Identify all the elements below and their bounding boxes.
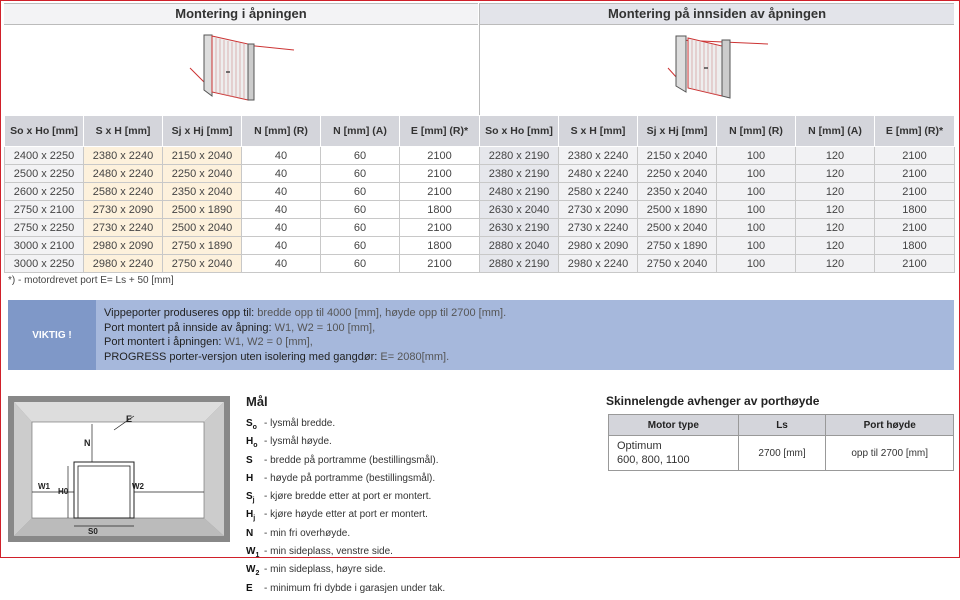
col-header: N [mm] (R) bbox=[242, 116, 321, 147]
label-w1: W1 bbox=[38, 482, 50, 491]
legend-symbol-sub: j bbox=[252, 497, 255, 505]
table-cell: 1800 bbox=[400, 201, 480, 219]
table-cell: 2980 x 2240 bbox=[559, 255, 638, 273]
col-port-height: Port høyde bbox=[826, 415, 954, 436]
table-cell: 2880 x 2040 bbox=[480, 237, 559, 255]
important-box bbox=[8, 300, 954, 370]
legend-symbol-letter: W bbox=[246, 564, 256, 576]
table-cell: 120 bbox=[796, 165, 875, 183]
motor-note: *) - motordrevet port E= Ls + 50 [mm] bbox=[8, 275, 174, 286]
table-cell: 100 bbox=[717, 147, 796, 165]
table-cell: 2750 x 2040 bbox=[638, 255, 717, 273]
table-cell: 2580 x 2240 bbox=[559, 183, 638, 201]
legend-symbol bbox=[246, 472, 264, 490]
col-header: Sj x Hj [mm] bbox=[163, 116, 242, 147]
col-header: So x Ho [mm] bbox=[5, 116, 84, 147]
table-cell: 2750 x 2040 bbox=[163, 255, 242, 273]
important-line-value: bredde opp til 4000 [mm], høyde opp til 2700 [mm]. bbox=[254, 307, 507, 319]
table-cell: 1800 bbox=[875, 201, 955, 219]
table-cell: 2500 x 2040 bbox=[638, 219, 717, 237]
table-cell: 120 bbox=[796, 237, 875, 255]
table-cell: 120 bbox=[796, 255, 875, 273]
legend-symbol-letter: H bbox=[246, 509, 254, 521]
legend-item bbox=[246, 435, 445, 453]
legend-symbol-sub: 2 bbox=[255, 570, 260, 578]
col-header: S x H [mm] bbox=[84, 116, 163, 147]
table-cell: 2250 x 2040 bbox=[638, 165, 717, 183]
legend-text: - kjøre bredde etter at port er montert. bbox=[264, 491, 432, 503]
table-row bbox=[5, 165, 955, 183]
table-cell: 60 bbox=[321, 183, 400, 201]
legend-symbol-letter: N bbox=[246, 527, 254, 539]
table-row bbox=[5, 237, 955, 255]
important-line-label: Port montert i åpningen: bbox=[104, 336, 222, 348]
table-cell: 60 bbox=[321, 237, 400, 255]
table-cell: 2750 x 1890 bbox=[163, 237, 242, 255]
motor-models: 600, 800, 1100 bbox=[617, 454, 690, 466]
table-cell: 120 bbox=[796, 219, 875, 237]
table-cell: 40 bbox=[242, 255, 321, 273]
table-cell: 2750 x 2100 bbox=[5, 201, 84, 219]
legend-symbol bbox=[246, 582, 264, 600]
legend-symbol-letter: S bbox=[246, 491, 253, 503]
table-cell: 2600 x 2250 bbox=[5, 183, 84, 201]
dimensions-legend-title: Mål bbox=[246, 394, 268, 409]
dimensions-legend bbox=[246, 417, 445, 600]
table-cell: 60 bbox=[321, 255, 400, 273]
table-cell: 2100 bbox=[875, 255, 955, 273]
col-header: N [mm] (A) bbox=[321, 116, 400, 147]
table-cell: 2100 bbox=[875, 219, 955, 237]
table-cell: 2400 x 2250 bbox=[5, 147, 84, 165]
col-header: Sj x Hj [mm] bbox=[638, 116, 717, 147]
table-cell: 2150 x 2040 bbox=[638, 147, 717, 165]
table-cell: 40 bbox=[242, 201, 321, 219]
important-line-label: Vippeporter produseres opp til: bbox=[104, 307, 255, 319]
legend-symbol bbox=[246, 435, 264, 453]
table-cell: 2380 x 2190 bbox=[480, 165, 559, 183]
table-cell: 2980 x 2090 bbox=[559, 237, 638, 255]
legend-symbol bbox=[246, 454, 264, 472]
legend-item bbox=[246, 454, 445, 472]
legend-text: - lysmål høyde. bbox=[264, 436, 332, 448]
table-cell: 120 bbox=[796, 201, 875, 219]
table-cell: 2100 bbox=[400, 255, 480, 273]
label-w2: W2 bbox=[132, 482, 144, 491]
table-cell: 2750 x 1890 bbox=[638, 237, 717, 255]
legend-symbol bbox=[246, 563, 264, 581]
table-cell: 40 bbox=[242, 165, 321, 183]
legend-symbol-letter: S bbox=[246, 418, 253, 429]
table-row bbox=[5, 147, 955, 165]
legend-item bbox=[246, 417, 445, 435]
legend-text: - min fri overhøyde. bbox=[264, 527, 351, 539]
table-cell: 40 bbox=[242, 219, 321, 237]
table-cell: 2580 x 2240 bbox=[84, 183, 163, 201]
table-cell: 3000 x 2250 bbox=[5, 255, 84, 273]
important-line-label: Port montert på innside av åpning: bbox=[104, 321, 272, 334]
table-cell: 2100 bbox=[875, 165, 955, 183]
table-cell: 2100 bbox=[400, 183, 480, 201]
table-cell: 2480 x 2240 bbox=[84, 165, 163, 183]
legend-item bbox=[246, 563, 445, 581]
table-cell: 2730 x 2090 bbox=[84, 201, 163, 219]
legend-symbol-letter: E bbox=[246, 582, 253, 594]
table-cell: 3000 x 2100 bbox=[5, 237, 84, 255]
table-header-row bbox=[5, 116, 955, 147]
garage-room-diagram bbox=[8, 396, 230, 542]
legend-symbol-sub: o bbox=[253, 442, 258, 450]
table-cell: 1800 bbox=[875, 237, 955, 255]
table-cell: 40 bbox=[242, 147, 321, 165]
table-row bbox=[609, 436, 954, 471]
important-line bbox=[104, 306, 506, 321]
col-header: E [mm] (R)* bbox=[875, 116, 955, 147]
table-cell: 2880 x 2190 bbox=[480, 255, 559, 273]
table-cell: 2730 x 2240 bbox=[84, 219, 163, 237]
motor-name: Optimum bbox=[617, 440, 662, 452]
legend-symbol-sub: o bbox=[252, 424, 257, 431]
table-cell: 60 bbox=[321, 165, 400, 183]
legend-text: - lysmål bredde. bbox=[264, 418, 336, 429]
legend-symbol bbox=[246, 417, 264, 435]
important-text bbox=[104, 306, 506, 364]
table-cell: 2500 x 1890 bbox=[638, 201, 717, 219]
table-cell: 60 bbox=[321, 201, 400, 219]
table-cell: 2500 x 2040 bbox=[163, 219, 242, 237]
legend-text: - bredde på portramme (bestillingsmål). bbox=[264, 454, 439, 466]
table-cell: 60 bbox=[321, 219, 400, 237]
table-row bbox=[5, 255, 955, 273]
col-header: S x H [mm] bbox=[559, 116, 638, 147]
table-cell: 40 bbox=[242, 237, 321, 255]
table-cell: 2150 x 2040 bbox=[163, 147, 242, 165]
table-cell: 2480 x 2240 bbox=[559, 165, 638, 183]
door-in-opening-diagram bbox=[186, 32, 296, 104]
legend-item bbox=[246, 545, 445, 563]
legend-text: - min sideplass, venstre side. bbox=[264, 546, 393, 558]
col-header: N [mm] (R) bbox=[717, 116, 796, 147]
label-e: E bbox=[126, 414, 133, 424]
table-cell: 2630 x 2190 bbox=[480, 219, 559, 237]
port-height-cell: opp til 2700 [mm] bbox=[826, 436, 954, 471]
table-cell: 60 bbox=[321, 147, 400, 165]
table-cell: 120 bbox=[796, 147, 875, 165]
table-cell: 2980 x 2090 bbox=[84, 237, 163, 255]
table-cell: 2100 bbox=[875, 183, 955, 201]
important-tag: VIKTIG ! bbox=[8, 300, 96, 370]
important-line-label: PROGRESS porter-versjon uten isolering med gangdør: bbox=[104, 350, 378, 363]
table-cell: 100 bbox=[717, 255, 796, 273]
important-line-value: E= 2080[mm]. bbox=[377, 350, 450, 363]
ls-cell: 2700 [mm] bbox=[738, 436, 826, 471]
table-cell: 2350 x 2040 bbox=[638, 183, 717, 201]
table-cell: 2100 bbox=[400, 219, 480, 237]
table-cell: 2980 x 2240 bbox=[84, 255, 163, 273]
table-cell: 100 bbox=[717, 165, 796, 183]
important-line bbox=[104, 321, 506, 336]
table-cell: 2280 x 2190 bbox=[480, 147, 559, 165]
table-row bbox=[5, 219, 955, 237]
important-line-value: W1, W2 = 0 [mm], bbox=[221, 336, 313, 348]
legend-symbol bbox=[246, 527, 264, 545]
table-row bbox=[5, 201, 955, 219]
legend-text: - kjøre høyde etter at port er montert. bbox=[264, 509, 428, 521]
important-line bbox=[104, 350, 506, 365]
table-cell: 2630 x 2040 bbox=[480, 201, 559, 219]
legend-text: - minimum fri dybde i garasjen under tak. bbox=[264, 582, 446, 594]
legend-text: - min sideplass, høyre side. bbox=[264, 564, 386, 576]
table-cell: 100 bbox=[717, 219, 796, 237]
table-cell: 40 bbox=[242, 183, 321, 201]
legend-item bbox=[246, 508, 445, 526]
door-inside-opening-diagram bbox=[664, 32, 774, 104]
col-motor-type: Motor type bbox=[609, 415, 739, 436]
legend-symbol-sub: 1 bbox=[255, 552, 260, 560]
table-cell: 100 bbox=[717, 201, 796, 219]
table-cell: 2500 x 1890 bbox=[163, 201, 242, 219]
rail-length-title: Skinnelengde avhenger av porthøyde bbox=[606, 394, 820, 408]
col-ls: Ls bbox=[738, 415, 826, 436]
legend-symbol-letter: S bbox=[246, 454, 253, 466]
table-cell: 2380 x 2240 bbox=[84, 147, 163, 165]
legend-symbol-letter: H bbox=[246, 436, 254, 448]
legend-symbol bbox=[246, 508, 264, 526]
legend-symbol bbox=[246, 545, 264, 563]
important-line bbox=[104, 335, 506, 350]
legend-item bbox=[246, 582, 445, 600]
table-cell: 100 bbox=[717, 237, 796, 255]
table-cell: 1800 bbox=[400, 237, 480, 255]
motor-type-cell bbox=[609, 436, 739, 471]
legend-symbol-letter: W bbox=[246, 546, 256, 558]
header-mount-in-opening: Montering i åpningen bbox=[4, 3, 478, 25]
table-cell: 2480 x 2190 bbox=[480, 183, 559, 201]
legend-item bbox=[246, 472, 445, 490]
rail-length-table bbox=[608, 414, 954, 471]
legend-item bbox=[246, 490, 445, 508]
label-n: N bbox=[84, 438, 91, 448]
table-cell: 2250 x 2040 bbox=[163, 165, 242, 183]
table-cell: 2500 x 2250 bbox=[5, 165, 84, 183]
table-cell: 2730 x 2090 bbox=[559, 201, 638, 219]
table-row bbox=[5, 183, 955, 201]
section-divider bbox=[479, 3, 480, 115]
table-cell: 100 bbox=[717, 183, 796, 201]
col-header: E [mm] (R)* bbox=[400, 116, 480, 147]
table-cell: 2100 bbox=[400, 165, 480, 183]
table-cell: 2750 x 2250 bbox=[5, 219, 84, 237]
table-cell: 2730 x 2240 bbox=[559, 219, 638, 237]
label-h0: H0 bbox=[58, 487, 69, 496]
rail-table-header bbox=[609, 415, 954, 436]
legend-symbol bbox=[246, 490, 264, 508]
table-cell: 2100 bbox=[400, 147, 480, 165]
table-cell: 120 bbox=[796, 183, 875, 201]
table-cell: 2380 x 2240 bbox=[559, 147, 638, 165]
col-header: So x Ho [mm] bbox=[480, 116, 559, 147]
table-cell: 2100 bbox=[875, 147, 955, 165]
legend-symbol-sub: j bbox=[253, 515, 256, 523]
dimensions-table bbox=[4, 115, 955, 273]
col-header: N [mm] (A) bbox=[796, 116, 875, 147]
table-cell: 2350 x 2040 bbox=[163, 183, 242, 201]
header-mount-inside-opening: Montering på innsiden av åpningen bbox=[480, 3, 954, 25]
important-line-value: W1, W2 = 100 [mm], bbox=[271, 321, 376, 334]
label-s0: S0 bbox=[88, 527, 98, 536]
legend-item bbox=[246, 527, 445, 545]
legend-symbol-letter: H bbox=[246, 472, 254, 484]
legend-text: - høyde på portramme (bestillingsmål). bbox=[264, 472, 436, 484]
